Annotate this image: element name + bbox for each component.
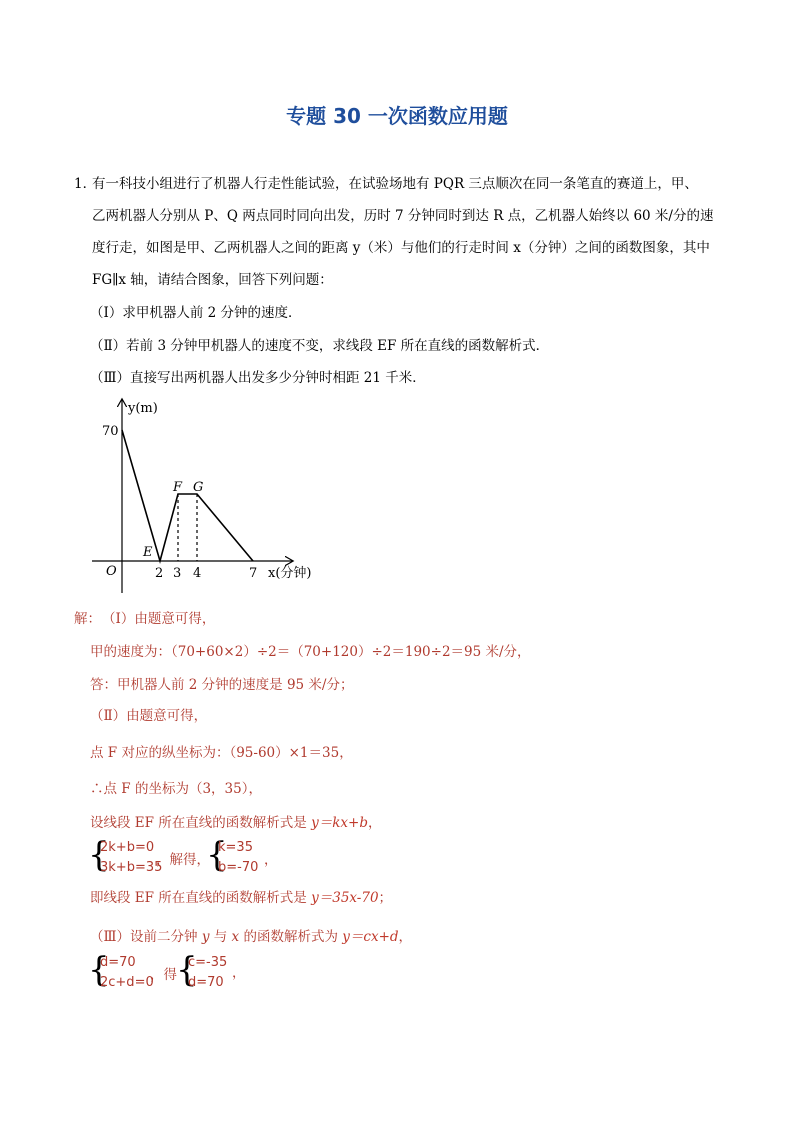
problem-line-2: 乙两机器人分别从 P、Q 两点同时同向出发，历时 7 分钟同时到达 R 点，乙机器人始终以 60 米/分的速 bbox=[92, 208, 714, 224]
brace-3: { bbox=[88, 950, 110, 990]
set-line-suffix: ， bbox=[367, 815, 382, 831]
problem-line-1: 有一科技小组进行了机器人行走性能试验，在试验场地有 PQR 三点顺次在同一条笔直的赛道上，甲、 bbox=[92, 176, 698, 192]
x-tick-2: 2 bbox=[155, 566, 164, 581]
part2-intro: （Ⅱ）由题意可得， bbox=[90, 708, 208, 724]
set-line-prefix: 设线段 EF 所在直线的函数解析式是 bbox=[90, 815, 312, 831]
question-1: （Ⅰ）求甲机器人前 2 分钟的速度． bbox=[90, 305, 302, 321]
part3-prefix: （Ⅲ）设前二分钟 bbox=[90, 929, 202, 945]
system2-eq2: b=-70 bbox=[218, 860, 259, 875]
system4-eq1: c=-35 bbox=[188, 955, 228, 970]
x-axis-label: x(分钟) bbox=[268, 566, 312, 581]
system-end: ， bbox=[264, 852, 278, 868]
result-suffix: ； bbox=[378, 890, 393, 906]
point-e-label: E bbox=[143, 545, 153, 560]
x-tick-7: 7 bbox=[249, 566, 258, 581]
part3-y: y bbox=[201, 929, 210, 945]
part3-suffix: ， bbox=[398, 929, 413, 945]
question-3: （Ⅲ）直接写出两机器人出发多少分钟时相距 21 千米． bbox=[90, 370, 426, 386]
system1-eq1: 2k+b=0 bbox=[100, 840, 155, 855]
part3-x: x bbox=[231, 929, 240, 945]
system2-eq1: k=35 bbox=[218, 840, 253, 855]
brace-4: { bbox=[176, 950, 198, 990]
get-word: ，得 bbox=[150, 967, 177, 983]
y-tick-70: 70 bbox=[102, 424, 119, 439]
x-tick-3: 3 bbox=[173, 566, 182, 581]
system3-eq1: d=70 bbox=[100, 955, 136, 970]
brace-2: { bbox=[206, 835, 228, 875]
page-title: 专题 30 一次函数应用题 bbox=[286, 104, 508, 128]
point-f-label: F bbox=[173, 480, 183, 495]
part3-mid2: 的函数解析式为 bbox=[239, 929, 343, 945]
part3-formula: y＝cx+d bbox=[342, 929, 399, 945]
f-coord-line: ∴点 F 的坐标为（3，35）， bbox=[90, 781, 262, 797]
system3-eq2: 2c+d=0 bbox=[100, 975, 154, 990]
problem-line-4: FG∥x 轴，请结合图象，回答下列问题： bbox=[92, 272, 333, 288]
x-tick-4: 4 bbox=[193, 566, 202, 581]
y-axis-label: y(m) bbox=[128, 401, 158, 416]
result-formula: y＝35x-70 bbox=[311, 890, 379, 906]
brace-1: { bbox=[88, 835, 110, 875]
answer-1: 答：甲机器人前 2 分钟的速度是 95 米/分； bbox=[90, 677, 354, 693]
problem-number: 1． bbox=[74, 176, 97, 192]
point-g-label: G bbox=[193, 480, 204, 495]
solve-word: ，解得， bbox=[156, 852, 210, 868]
result-prefix: 即线段 EF 所在直线的函数解析式是 bbox=[90, 890, 312, 906]
solution-label: 解： bbox=[74, 611, 101, 627]
graph-line bbox=[122, 430, 253, 561]
set-line-formula: y＝kx+b bbox=[311, 815, 368, 831]
origin-label: O bbox=[106, 564, 117, 579]
question-2: （Ⅱ）若前 3 分钟甲机器人的速度不变，求线段 EF 所在直线的函数解析式． bbox=[90, 338, 550, 354]
part3-mid: 与 bbox=[209, 929, 232, 945]
problem-line-3: 度行走，如图是甲、乙两机器人之间的距离 y（米）与他们的行走时间 x（分钟）之间的函数图象，其中 bbox=[92, 240, 710, 256]
part1-intro: （Ⅰ）由题意可得， bbox=[102, 611, 216, 627]
system4-end: ， bbox=[232, 965, 246, 981]
system1-eq2: 3k+b=35 bbox=[100, 860, 163, 875]
f-y-line: 点 F 对应的纵坐标为：（95-60）×1＝35， bbox=[90, 745, 353, 761]
system4-eq2: d=70 bbox=[188, 975, 224, 990]
speed-line: 甲的速度为：（70+60×2）÷2＝（70+120）÷2＝190÷2＝95 米/分， bbox=[90, 644, 531, 660]
